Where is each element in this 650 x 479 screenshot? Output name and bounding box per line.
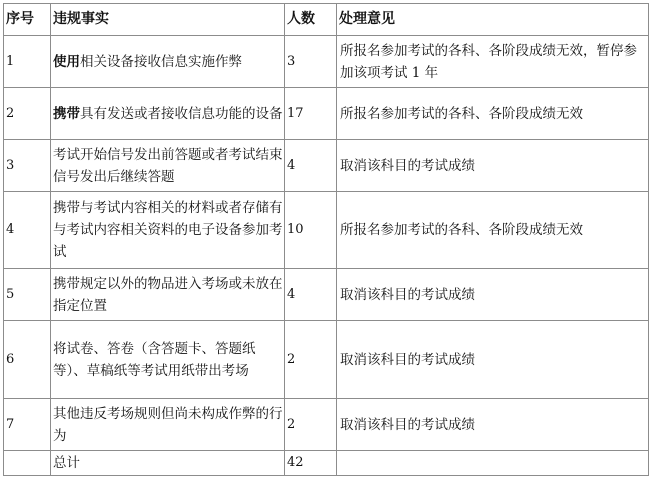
header-result: 处理意见: [337, 4, 649, 36]
row-violation: [51, 36, 285, 88]
table-row: [4, 321, 649, 399]
row-result: 取消该科目的考试成绩: [337, 399, 649, 451]
row-violation: 携带规定以外的物品进入考场或未放在指定位置: [51, 269, 285, 321]
total-label: 总计: [51, 451, 285, 476]
header-count: 人数: [285, 4, 337, 36]
row-violation-keyword: 使用: [53, 53, 80, 70]
row-count: 17: [285, 88, 337, 140]
row-violation-text: 相关设备接收信息实施作弊: [80, 53, 242, 70]
row-index: 3: [4, 140, 51, 192]
table-row: [4, 192, 649, 269]
row-index: 5: [4, 269, 51, 321]
row-violation: 其他违反考场规则但尚未构成作弊的行为: [51, 399, 285, 451]
row-violation: [51, 88, 285, 140]
total-index-empty: [4, 451, 51, 476]
row-count: 4: [285, 269, 337, 321]
header-violation: 违规事实: [51, 4, 285, 36]
table-row: [4, 88, 649, 140]
row-result: 取消该科目的考试成绩: [337, 140, 649, 192]
row-count: 3: [285, 36, 337, 88]
table-row: [4, 269, 649, 321]
row-index: 6: [4, 321, 51, 399]
table-row: [4, 36, 649, 88]
row-index: 4: [4, 192, 51, 269]
row-violation: 考试开始信号发出前答题或者考试结束信号发出后继续答题: [51, 140, 285, 192]
table-row: [4, 140, 649, 192]
row-index: 1: [4, 36, 51, 88]
total-count: 42: [285, 451, 337, 476]
row-result: 所报名参加考试的各科、各阶段成绩无效，暂停参加该项考试 1 年: [337, 36, 649, 88]
row-count: 10: [285, 192, 337, 269]
violations-table: [3, 3, 649, 476]
header-row: [4, 4, 649, 36]
total-result-empty: [337, 451, 649, 476]
row-result: 取消该科目的考试成绩: [337, 321, 649, 399]
row-index: 2: [4, 88, 51, 140]
row-count: 2: [285, 399, 337, 451]
row-violation-keyword: 携带: [53, 105, 80, 122]
row-result: 所报名参加考试的各科、各阶段成绩无效: [337, 88, 649, 140]
total-row: [4, 451, 649, 476]
header-index: 序号: [4, 4, 51, 36]
table-row: [4, 399, 649, 451]
row-result: 取消该科目的考试成绩: [337, 269, 649, 321]
row-result: 所报名参加考试的各科、各阶段成绩无效: [337, 192, 649, 269]
row-count: 2: [285, 321, 337, 399]
row-violation: 携带与考试内容相关的材料或者存储有与考试内容相关资料的电子设备参加考试: [51, 192, 285, 269]
row-count: 4: [285, 140, 337, 192]
row-violation: 将试卷、答卷（含答题卡、答题纸等）、草稿纸等考试用纸带出考场: [51, 321, 285, 399]
row-index: 7: [4, 399, 51, 451]
row-violation-text: 具有发送或者接收信息功能的设备: [80, 105, 283, 122]
